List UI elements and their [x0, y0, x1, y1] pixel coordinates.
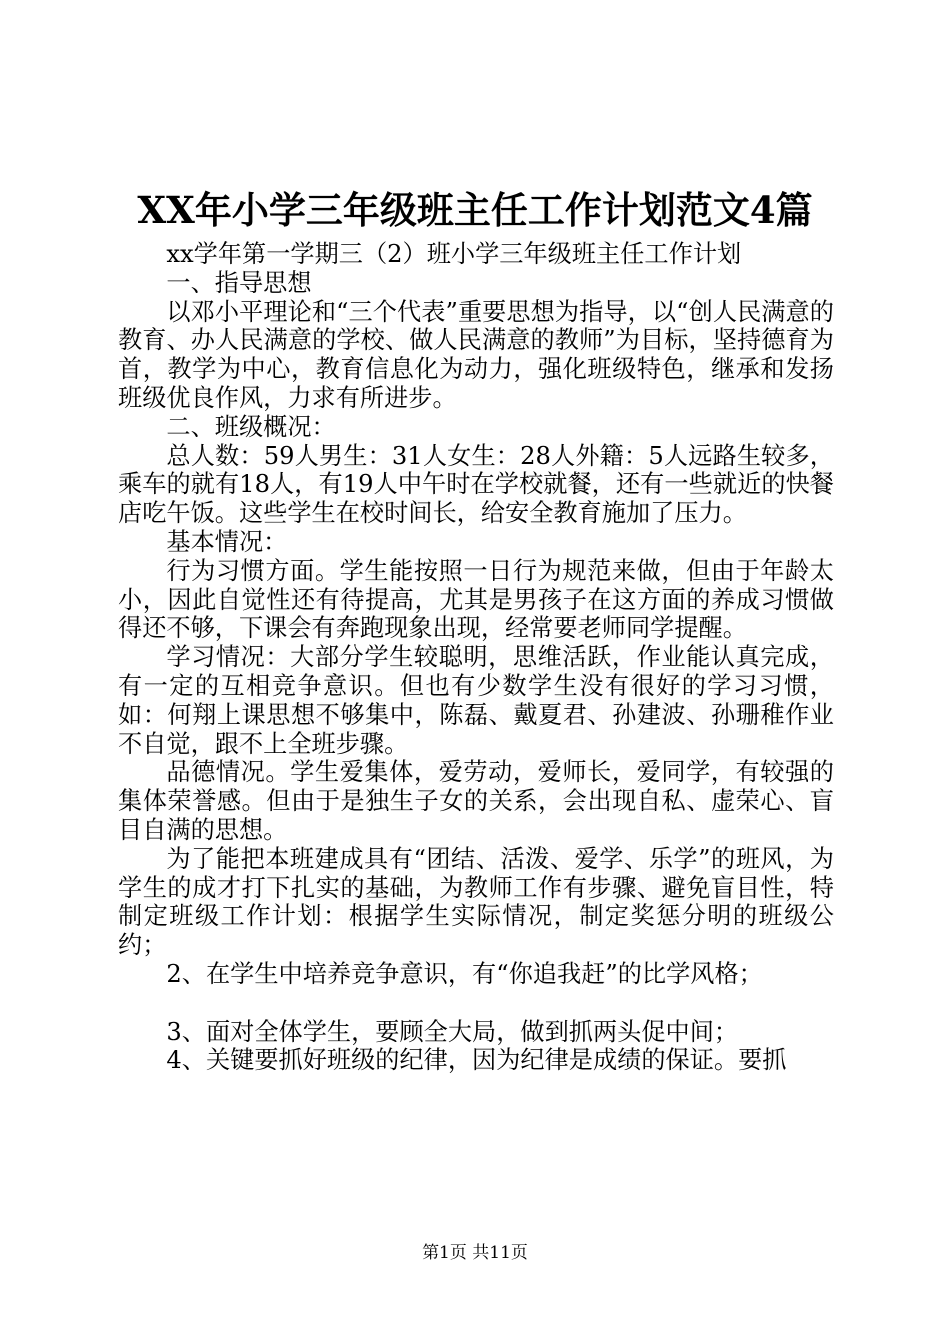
- paragraph-class-plan: 为了能把本班建成具有“团结、活泼、爱学、乐学”的班风，为学生的成才打下扎实的基础，为教师工作有步骤、避免盲目性，特制定班级工作计划：根据学生实际情况，制定奖惩分明的班级公约；: [118, 844, 834, 960]
- paragraph-study-situation: 学习情况：大部分学生较聪明，思维活跃，作业能认真完成，有一定的互相竞争意识。但也有少数学生没有很好的学习习惯，如：何翔上课思想不够集中，陈磊、戴夏君、孙建波、孙珊稚作业不自觉，跟不上全班步骤。: [118, 643, 834, 758]
- paragraph-behavior-habits: 行为习惯方面。学生能按照一日行为规范来做，但由于年龄太小，因此自觉性还有待提高，尤其是男孩子在这方面的养成习惯做得还不够，下课会有奔跑现象出现，经常要老师同学提醒。: [118, 556, 834, 643]
- paragraph-guiding-ideology: 以邓小平理论和“三个代表”重要思想为指导，以“创人民满意的教育、办人民满意的学校、做人民满意的教师”为目标，坚持德育为首，教学为中心，教育信息化为动力，强化班级特色，继承和发扬班级优良作风，力求有所进步。: [118, 297, 834, 412]
- list-item-3: 3、面对全体学生，要顾全大局，做到抓两头促中间；: [166, 1017, 739, 1046]
- paragraph-class-statistics: 总人数：59人男生：31人女生：28人外籍：5人远路生较多，乘车的就有18人，有19人中午时在学校就餐，还有一些就近的快餐店吃午饭。这些学生在校时间长，给安全教育施加了压力。: [118, 441, 834, 528]
- page-footer: 第1页 共11页: [422, 1243, 528, 1263]
- document-title: XX年小学三年级班主任工作计划范文4篇: [137, 188, 813, 232]
- list-item-2: 2、在学生中培养竞争意识，有“你追我赶”的比学风格；: [166, 959, 763, 988]
- section-heading-basic-situation: 基本情况：: [166, 527, 288, 556]
- section-heading-guiding-ideology: 一、指导思想: [166, 268, 312, 297]
- list-item-4: 4、关键要抓好班级的纪律，因为纪律是成绩的保证。要抓: [166, 1046, 787, 1075]
- paragraph-moral-situation: 品德情况。学生爱集体，爱劳动，爱师长，爱同学，有较强的集体荣誉感。但由于是独生子女的关系，会出现自私、虚荣心、盲目自满的思想。: [118, 758, 834, 844]
- document-subtitle: xx学年第一学期三（2）班小学三年级班主任工作计划: [166, 240, 742, 268]
- document-body: [118, 240, 834, 1075]
- section-heading-class-overview: 二、班级概况：: [166, 412, 336, 441]
